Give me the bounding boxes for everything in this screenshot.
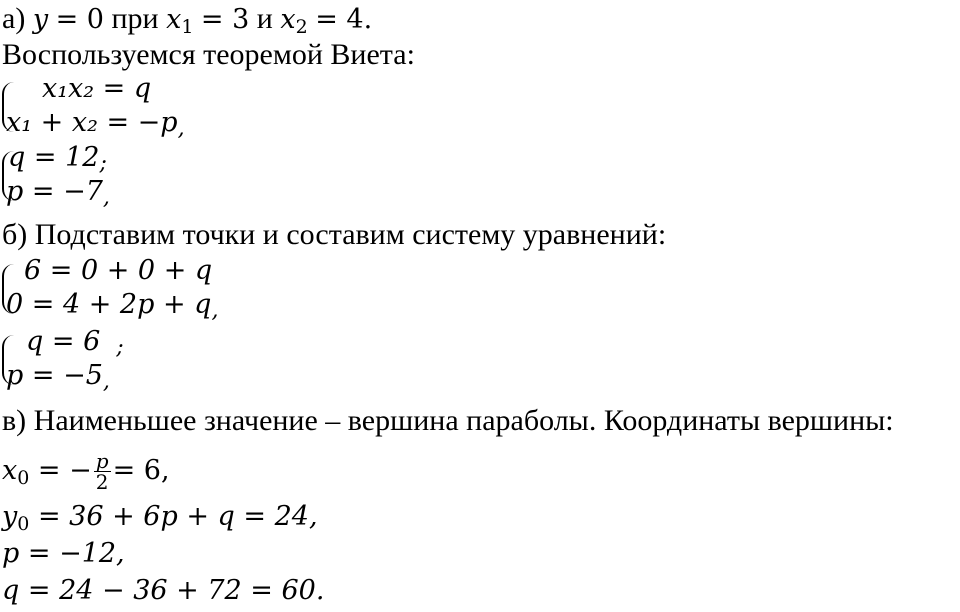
var-y: y	[32, 4, 49, 35]
system-vieta-comma: ,	[177, 116, 185, 141]
system-result-a-row-2-text: p = −7	[6, 176, 103, 207]
system-result-a-comma: ,	[102, 185, 110, 210]
system-vieta-row-2-text: x₁ + x₂ = −p	[6, 107, 178, 138]
word-pri: при	[111, 2, 159, 35]
sub-1: 1	[181, 16, 194, 38]
part-c-text: в) Наименьшее значение – вершина параболы. Координаты вершины:	[2, 404, 894, 437]
system-points-row-2	[6, 288, 218, 324]
system-vieta-row-1: x₁x₂ = q	[42, 73, 152, 104]
eq-three: = 3	[200, 4, 250, 35]
word-and: и	[256, 2, 273, 35]
part-b-text: б) Подставим точки и составим систему уравнений:	[2, 218, 667, 251]
var-x0: x	[2, 455, 18, 486]
system-vieta-row-2	[6, 106, 185, 142]
eq-four: = 4.	[315, 4, 373, 35]
eq-zero: = 0	[55, 4, 104, 35]
x0-formula	[2, 448, 170, 494]
system-points-row-2-text: 0 = 4 + 2p + q	[6, 289, 212, 320]
x0-result: = 6,	[112, 455, 170, 486]
var-x1: x	[166, 4, 182, 35]
sub-0: 0	[17, 513, 30, 535]
system-result-a-semicolon: ;	[99, 151, 107, 176]
system-result-b-row-2-text: p = −5	[6, 360, 103, 391]
sub-2: 2	[295, 16, 308, 38]
fraction-numerator: p	[95, 449, 109, 473]
system-result-b-comma: ,	[102, 369, 110, 394]
system-result-b-semicolon: ;	[116, 335, 124, 360]
system-result-a	[0, 141, 200, 209]
system-points	[0, 254, 300, 322]
y0-result: = 36 + 6p + q = 24,	[37, 501, 318, 532]
q-value-line: q = 24 − 36 + 72 = 60.	[2, 575, 325, 606]
eq-minus: = −	[37, 455, 92, 486]
system-result-a-row-1-text: q = 12	[8, 142, 100, 173]
part-a-condition	[2, 2, 372, 37]
system-result-b	[0, 325, 200, 393]
var-x2: x	[280, 4, 296, 35]
sub-0: 0	[17, 467, 30, 489]
fraction-denominator: 2	[95, 470, 109, 494]
system-result-b-row-2	[6, 359, 110, 395]
p-value-line: p = −12,	[2, 538, 125, 569]
vieta-text: Воспользуемся теоремой Виета:	[2, 38, 415, 71]
part-a-label: а)	[2, 2, 26, 35]
var-y0: y	[2, 501, 18, 532]
system-result-b-row-1-text: q = 6	[26, 326, 101, 357]
system-points-comma: ,	[211, 298, 219, 323]
system-result-a-row-2	[6, 175, 110, 211]
system-points-row-1: 6 = 0 + 0 + q	[24, 255, 213, 286]
fraction-p-over-2	[94, 451, 111, 492]
system-result-a-row-1	[8, 141, 107, 177]
y0-formula	[2, 500, 318, 534]
system-result-b-row-1	[26, 325, 124, 361]
system-vieta	[0, 72, 300, 140]
